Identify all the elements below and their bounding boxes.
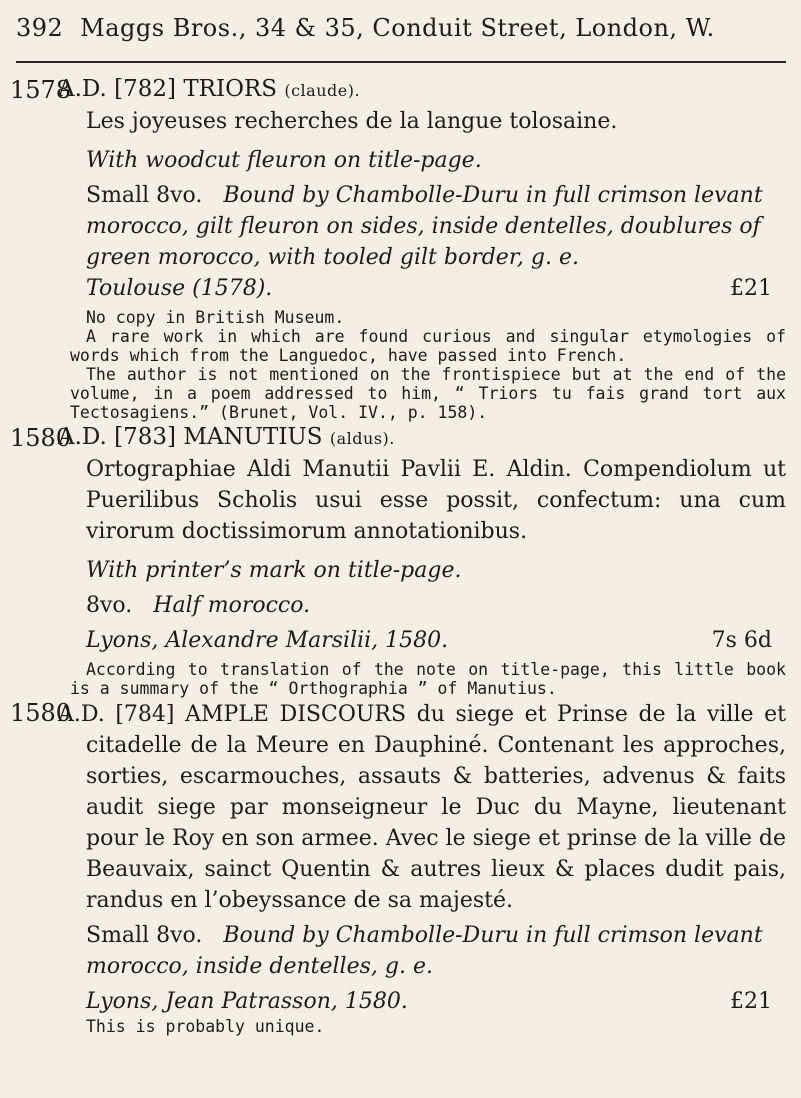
entry-body bbox=[70, 454, 786, 698]
author-note: (claude). bbox=[284, 81, 361, 100]
header-rule bbox=[16, 61, 786, 63]
entry-imprint: Lyons, Alexandre Marsilii, 1580. bbox=[86, 628, 449, 653]
entry-notes bbox=[70, 1017, 786, 1036]
entry-title: Les joyeuses recherches de la langue tolosaine. bbox=[86, 109, 618, 134]
lot-number: A.D. [783] bbox=[58, 424, 177, 450]
author-note: (aldus). bbox=[329, 429, 395, 448]
entry-price: £21 bbox=[730, 276, 772, 301]
entry-notes bbox=[70, 660, 786, 698]
author-name: MANUTIUS bbox=[183, 424, 323, 450]
running-title: Maggs Bros., 34 & 35, Conduit Street, London, W. bbox=[80, 14, 715, 42]
lot-number: A.D. [782] bbox=[58, 76, 177, 102]
entry-format: Small 8vo. bbox=[86, 923, 203, 948]
entry-note: This is probably unique. bbox=[86, 1017, 325, 1036]
entry-binding bbox=[86, 590, 786, 621]
entry-format: 8vo. bbox=[86, 593, 133, 618]
entry-binding-text: Half morocco. bbox=[153, 593, 311, 618]
entry-year: 1580 bbox=[10, 424, 72, 452]
entry-format: Small 8vo. bbox=[86, 183, 203, 208]
page-header bbox=[16, 14, 786, 42]
entry-note: The author is not mentioned on the frontispiece but at the end of the volume, in a poem addressed to him, “ Triors tu fais grand tort aux Tectosagiens.” (Brunet, Vol. IV., p. 158). bbox=[70, 365, 786, 422]
entry-year: 1578 bbox=[10, 76, 72, 104]
entry-note: According to translation of the note on title-page, this little book is a summary of the “ Orthographia ” of Manutius. bbox=[70, 660, 786, 698]
entry-binding bbox=[86, 920, 786, 982]
author-name: TRIORS bbox=[183, 76, 278, 102]
entry-body bbox=[70, 106, 786, 422]
entry-title: Ortographiae Aldi Manutii Pavlii E. Aldin. Compendiolum ut Puerilibus Scholis usui esse possit, confectum: una cum virorum doctissimorum annotationibus. bbox=[86, 457, 786, 544]
entry-title-rest: du siege et Prinse de la ville et citadelle de la Meure en Dauphiné. Contenant les approches, sorties, escarmouches, assauts & batteries, advenus & faits audit siege par monseigneur le Duc du Mayne, lieutenant pour le Roy en son armee. Avec le siege et prinse de la ville de Beauvaix, sainct Quentin & autres lieux & places dudit pais, randus en l’obeyssance de sa majesté. bbox=[86, 702, 786, 913]
entry-imprint: Lyons, Jean Patrasson, 1580. bbox=[86, 989, 408, 1014]
entry-price: 7s 6d bbox=[711, 628, 772, 653]
entry-imprint-line bbox=[86, 986, 786, 1017]
entry-imprint-line bbox=[86, 273, 786, 304]
entry-binding bbox=[86, 180, 786, 273]
entry-illustration-note: With printer’s mark on title-page. bbox=[86, 558, 462, 583]
entry-heading bbox=[58, 76, 360, 102]
entry-binding-text: Bound by Chambolle-Duru in full crimson levant morocco, inside dentelles, g. e. bbox=[86, 923, 763, 979]
entry-title bbox=[58, 699, 786, 916]
entry-price: £21 bbox=[730, 989, 772, 1014]
entry-imprint: Toulouse (1578). bbox=[86, 276, 273, 301]
author-name: AMPLE DISCOURS bbox=[185, 702, 407, 727]
entry-illustration-note: With woodcut fleuron on title-page. bbox=[86, 148, 482, 173]
entry-note: No copy in British Museum. bbox=[86, 308, 345, 327]
entry-heading bbox=[58, 424, 395, 450]
entry-note: A rare work in which are found curious and singular etymologies of words which from the Languedoc, have passed into French. bbox=[70, 327, 786, 365]
entry-notes bbox=[70, 308, 786, 422]
entry-binding-text: Bound by Chambolle-Duru in full crimson levant morocco, gilt fleuron on sides, inside dentelles, doublures of green morocco, with tooled gilt border, g. e. bbox=[86, 183, 763, 270]
lot-number: A.D. [784] bbox=[58, 702, 175, 727]
page-number: 392 bbox=[16, 14, 64, 42]
entry-imprint-line bbox=[86, 625, 786, 656]
entry-year: 1580 bbox=[10, 699, 72, 727]
entry-body bbox=[58, 699, 786, 1036]
